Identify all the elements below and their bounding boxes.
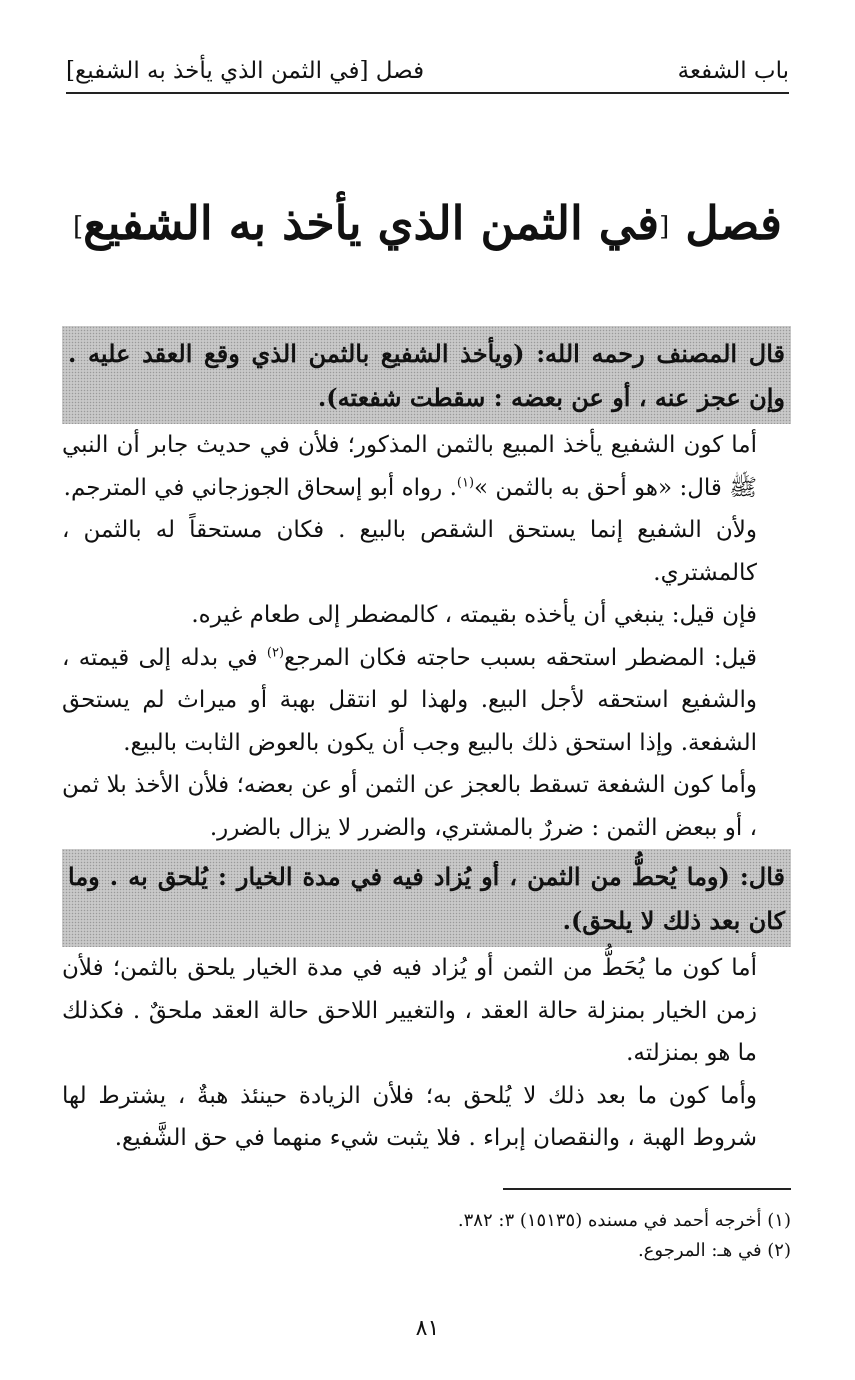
footnote-ref-2: (٢) — [266, 644, 285, 660]
paragraph-6: أما كون ما يُحَطُّ من الثمن أو يُزاد فيه في مدة الخيار يلحق بالثمن؛ فلأن زمن الخيار بمنزلة حالة العقد ، والتغيير اللاحق حالة العقد ملحقٌ . فكذلك ما هو بمنزلته. — [62, 955, 757, 1066]
paragraph-5: وأما كون الشفعة تسقط بالعجز عن الثمن أو عن بعضه؛ فلأن الأخذ بلا ثمن ، أو ببعض الثمن : ضررٌ بالمشتري، والضرر لا يزال بالضرر. — [62, 772, 757, 841]
quoted-text-2: قال: (وما يُحطُّ من الثمن ، أو يُزاد فيه في مدة الخيار : يُلحق به . وما كان بعد ذلك لا يلحق). — [62, 849, 791, 947]
header-chapter: باب الشفعة — [677, 58, 789, 84]
section-title-main: فصل — [685, 196, 782, 250]
page-number: ٨١ — [415, 1316, 440, 1341]
paragraph-3: فإن قيل: ينبغي أن يأخذه بقيمته ، كالمضطر إلى طعام غيره. — [191, 602, 757, 628]
paragraph-1-text-b: . رواه أبو إسحاق الجوزجاني في المترجم. — [63, 474, 457, 501]
footnote-2: (٢) في هـ: المرجوع. — [637, 1240, 791, 1261]
quoted-text-1: قال المصنف رحمه الله: (ويأخذ الشفيع بالثمن الذي وقع العقد عليه . وإن عجز عنه ، أو عن بعضه : سقطت شفعته). — [62, 326, 791, 424]
running-header — [66, 50, 789, 94]
page-body — [62, 326, 791, 1160]
paragraph-2: ولأن الشفيع إنما يستحق الشقص بالبيع . فكان مستحقاً له بالثمن ، كالمشتري. — [62, 517, 757, 586]
paragraph-7: وأما كون ما بعد ذلك لا يُلحق به؛ فلأن الزيادة حينئذ هبةٌ ، يشترط لها شروط الهبة ، والنقصان إبراء . فلا يثبت شيء منهما في حق الشَّفيع. — [62, 1082, 757, 1151]
paragraph-4-text-b: في بدله إلى قيمته ، والشفيع استحقه لأجل البيع. ولهذا لو انتقل بهبة أو ميراث لم يستحق الشفعة. وإذا استحق ذلك بالبيع وجب أن يكون بالعوض الثابت بالبيع. — [62, 644, 757, 756]
paragraph-4-text-a: قيل: المضطر استحقه بسبب حاجته فكان المرجع — [284, 644, 757, 671]
footnote-ref-1: (١) — [456, 474, 475, 490]
section-title-text: في الثمن الذي يأخذ به الشفيع — [83, 196, 660, 250]
section-title — [0, 196, 855, 250]
paragraph-4 — [62, 637, 791, 765]
paragraph-1-text-a: أما كون الشفيع يأخذ المبيع بالثمن المذكور؛ فلأن في حديث جابر أن النبي ﷺ قال: «هو أحق به بالثمن » — [62, 432, 757, 501]
footnote-1: (١) أخرجه أحمد في مسنده (١٥١٣٥) ٣: ٣٨٢. — [457, 1210, 791, 1231]
footnotes — [62, 1206, 791, 1266]
section-title-bracket-close: ] — [72, 212, 84, 242]
footnote-divider — [503, 1188, 791, 1190]
paragraph-1 — [62, 424, 791, 509]
section-title-bracket-open: [ — [659, 212, 670, 242]
header-section: فصل [في الثمن الذي يأخذ به الشفيع] — [66, 58, 425, 84]
